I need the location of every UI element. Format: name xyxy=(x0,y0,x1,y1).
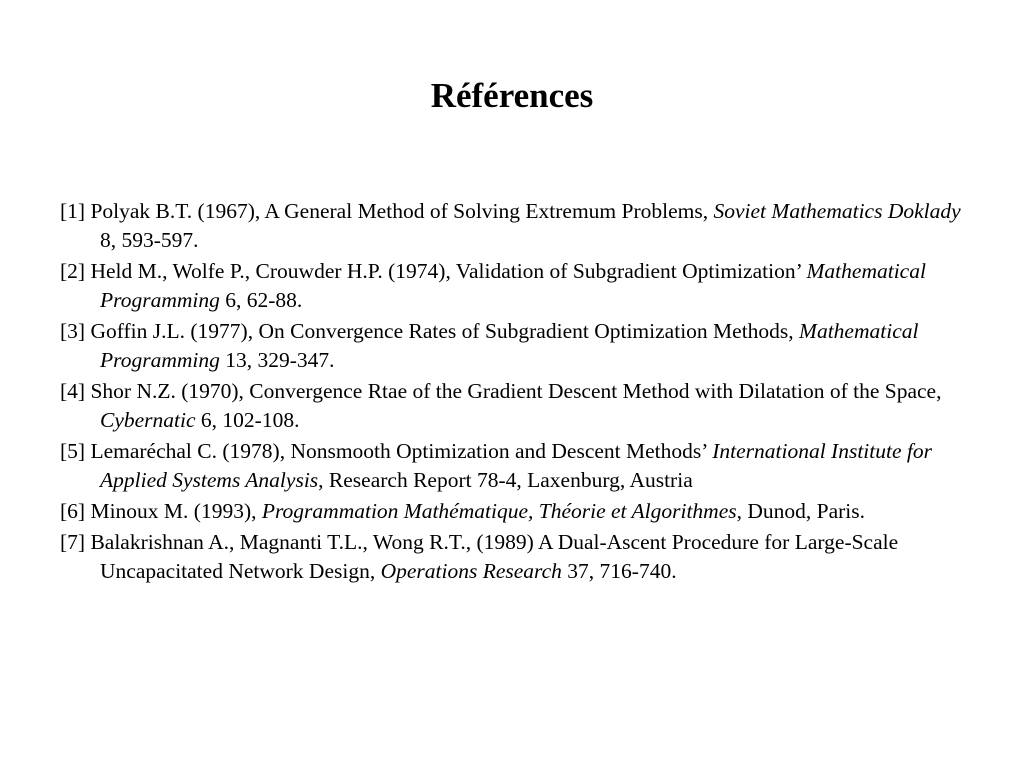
reference-text: Balakrishnan A., Magnanti T.L., Wong R.T., (1989) A Dual-Ascent Procedure for Large-Scale Uncapacitated Network Design, xyxy=(85,530,899,583)
reference-text: Polyak B.T. (1967), A General Method of Solving Extremum Problems, xyxy=(85,199,714,223)
reference-details: , Dunod, Paris. xyxy=(736,499,866,523)
reference-number: [5] xyxy=(60,439,86,463)
reference-journal: Soviet Mathematics Doklady xyxy=(713,199,961,223)
reference-details: 13, 329-347. xyxy=(219,348,335,372)
reference-item-6 xyxy=(60,497,980,526)
reference-details: 6, 102-108. xyxy=(195,408,300,432)
reference-journal: International Institute for Applied Systems Analysis xyxy=(100,439,932,492)
reference-text: Shor N.Z. (1970), Convergence Rtae of the Gradient Descent Method with Dilatation of the Space, xyxy=(85,379,942,403)
reference-text: Held M., Wolfe P., Crouwder H.P. (1974), Validation of Subgradient Optimization’ xyxy=(85,259,807,283)
reference-item-7 xyxy=(60,528,980,586)
reference-number: [1] xyxy=(60,199,86,223)
reference-details: 8, 593-597. xyxy=(100,228,199,252)
reference-list xyxy=(60,197,980,588)
reference-item-2 xyxy=(60,257,980,315)
reference-item-3 xyxy=(60,317,980,375)
reference-number: [2] xyxy=(60,259,86,283)
reference-details: 37, 716-740. xyxy=(561,559,677,583)
reference-journal: Operations Research xyxy=(380,559,562,583)
reference-item-5 xyxy=(60,437,980,495)
reference-text: Minoux M. (1993), xyxy=(85,499,262,523)
reference-journal: Cybernatic xyxy=(100,408,196,432)
reference-journal: Mathematical Programming xyxy=(100,259,926,312)
reference-item-1 xyxy=(60,197,980,255)
reference-journal: Mathematical Programming xyxy=(100,319,919,372)
reference-item-4 xyxy=(60,377,980,435)
reference-number: [3] xyxy=(60,319,86,343)
reference-number: [7] xyxy=(60,530,86,554)
reference-details: 6, 62-88. xyxy=(219,288,303,312)
reference-text: Lemaréchal C. (1978), Nonsmooth Optimization and Descent Methods’ xyxy=(85,439,713,463)
page-title: Références xyxy=(430,76,594,115)
reference-number: [4] xyxy=(60,379,86,403)
reference-details: , Research Report 78-4, Laxenburg, Austria xyxy=(318,468,693,492)
reference-journal: Programmation Mathématique, Théorie et Algorithmes xyxy=(261,499,737,523)
reference-number: [6] xyxy=(60,499,86,523)
reference-text: Goffin J.L. (1977), On Convergence Rates of Subgradient Optimization Methods, xyxy=(85,319,800,343)
